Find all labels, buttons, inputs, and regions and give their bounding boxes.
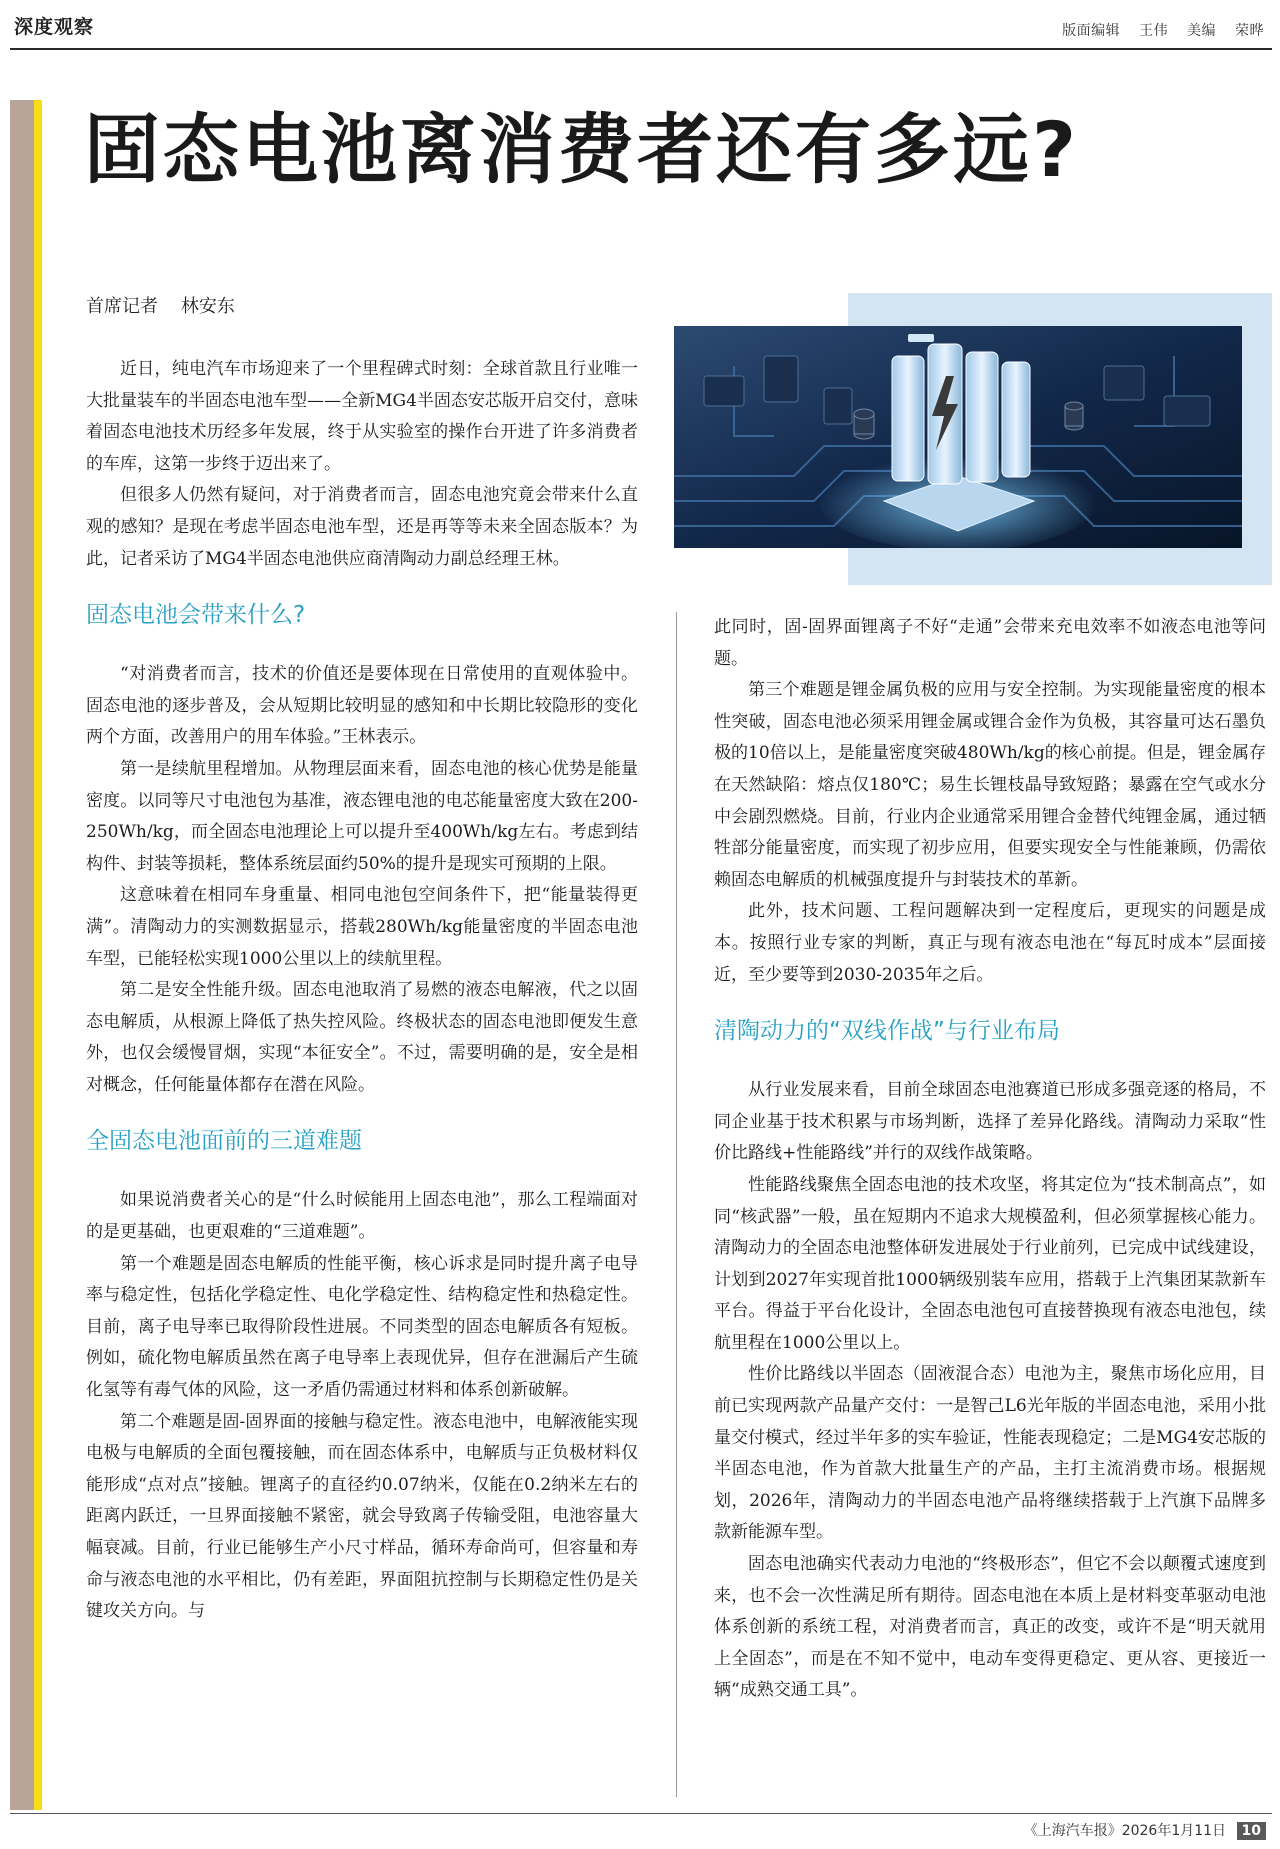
paragraph-continuation: 此同时，固-固界面锂离子不好“走通”会带来充电效率不如液态电池等问题。: [714, 617, 1266, 669]
paragraph: 性能路线聚焦全固态电池的技术攻坚，将其定位为“技术制高点”，如同“核武器”一般，虽在短期内不追求大规模盈利，但必须掌握核心能力。清陶动力的全固态电池整体研发进展处于行业前列，已完成中试线建设，计划到2027年实现首批1000辆级别装车应用，搭载于上汽集团某款新车平台。得益于平台化设计，全固态电池包可直接替换现有液态电池包，续航里程在1000公里以上。: [714, 1174, 1266, 1353]
paragraph: 第三个难题是锂金属负极的应用与安全控制。为实现能量密度的根本性突破，固态电池必须采用锂金属或锂合金作为负极，其容量可达石墨负极的10倍以上，是能量密度突破480Wh/kg的核心前提。但是，锂金属存在天然缺陷：熔点仅180℃；易生长锂枝晶导致短路；暴露在空气或水分中会剧烈燃烧。目前，行业内企业通常采用锂合金替代纯锂金属，通过牺牲部分能量密度，而实现了初步应用，但要实现安全与性能兼顾，仍需依赖固态电解质的机械强度提升与封装技术的革新。: [714, 680, 1266, 890]
article-headline: 固态电池离消费者还有多远?: [84, 105, 1080, 194]
battery-circuit-photo: [674, 326, 1242, 548]
article-column-left: [86, 354, 638, 1628]
battery-chip-illustration: [674, 326, 1242, 548]
publication-date: 《上海汽车报》2026年1月11日: [1023, 1823, 1227, 1839]
side-bar-yellow: [34, 100, 42, 1810]
section-heading: 清陶动力的“双线作战”与行业布局: [714, 1018, 1060, 1045]
bottom-rule: [10, 1813, 1272, 1814]
editor-credits: [1048, 20, 1264, 40]
paragraph: 第二个难题是固-固界面的接触与稳定性。液态电池中，电解液能实现电极与电解质的全面包覆接触，而在固态体系中，电解质与正负极材料仅能形成“点对点”接触。锂离子的直径约0.07纳米，仅能在0.2纳米左右的距离内跃迁，一旦界面接触不紧密，就会导致离子传输受阻，电池容量大幅衰减。目前，行业已能够生产小尺寸样品，循环寿命尚可，但容量和寿命与液态电池的水平相比，仍有差距，界面阻抗控制与长期稳定性仍是关键攻关方向。与: [86, 1411, 638, 1622]
paragraph: 性价比路线以半固态（固液混合态）电池为主，聚焦市场化应用，目前已实现两款产品量产交付：一是智己L6光年版的半固态电池，采用小批量交付模式，经过半年多的实车验证，性能表现稳定；二是MG4安芯版的半固态电池，作为首款大批量生产的产品，主打主流消费市场。根据规划，2026年，清陶动力的半固态电池产品将继续搭载于上汽旗下品牌多款新能源车型。: [714, 1364, 1266, 1543]
editor-name: 王伟: [1139, 23, 1169, 39]
paragraph: “对消费者而言，技术的价值还是要体现在日常使用的直观体验中。固态电池的逐步普及，会从短期比较明显的感知和中长期比较隐形的变化两个方面，改善用户的用车体验。”王林表示。: [86, 664, 638, 748]
page-footer: [1024, 1820, 1266, 1840]
paragraph: 第一是续航里程增加。从物理层面来看，固态电池的核心优势是能量密度。以同等尺寸电池包为基准，液态锂电池的电芯能量密度大致在200-250Wh/kg，而全固态电池理论上可以提升至400Wh/kg左右。考虑到结构件、封装等损耗，整体系统层面约50%的提升是现实可预期的上限。: [86, 758, 638, 874]
paragraph: 近日，纯电汽车市场迎来了一个里程碑式时刻：全球首款且行业唯一大批量装车的半固态电池车型——全新MG4半固态安芯版开启交付，意味着固态电池技术历经多年发展，终于从实验室的操作台开进了许多消费者的车库，这第一步终于迈出来了。: [86, 359, 638, 474]
paragraph: 但很多人仍然有疑问，对于消费者而言，固态电池究竟会带来什么直观的感知？是现在考虑半固态电池车型，还是再等等未来全固态版本？为此，记者采访了MG4半固态电池供应商清陶动力副总经理王林。: [86, 485, 638, 569]
paragraph: 从行业发展来看，目前全球固态电池赛道已形成多强竞逐的格局，不同企业基于技术积累与市场判断，选择了差异化路线。清陶动力采取“性价比路线+性能路线”并行的双线作战策略。: [714, 1080, 1266, 1164]
article-column-right: [714, 612, 1266, 1707]
designer-name: 荣晔: [1235, 23, 1264, 39]
section-heading: 固态电池会带来什么?: [86, 602, 306, 629]
byline: 首席记者 林安东: [86, 296, 235, 317]
paragraph: 此外，技术问题、工程问题解决到一定程度后，更现实的问题是成本。按照行业专家的判断，真正与现有液态电池在“每瓦时成本”层面接近，至少要等到2030-2035年之后。: [714, 901, 1266, 985]
column-divider: [676, 612, 677, 1797]
side-bar-brown: [10, 100, 34, 1810]
paragraph: 第二是安全性能升级。固态电池取消了易燃的液态电解液，代之以固态电解质，从根源上降低了热失控风险。终极状态的固态电池即便发生意外，也仅会缓慢冒烟，实现“本征安全”。不过，需要明确的是，安全是相对概念，任何能量体都存在潜在风险。: [86, 980, 638, 1095]
section-heading: 全固态电池面前的三道难题: [86, 1128, 362, 1155]
paragraph: 如果说消费者关心的是“什么时候能用上固态电池”，那么工程端面对的是更基础，也更艰难的“三道难题”。: [86, 1190, 638, 1243]
paragraph: 第一个难题是固态电解质的性能平衡，核心诉求是同时提升离子电导率与稳定性，包括化学稳定性、电化学稳定性、结构稳定性和热稳定性。目前，离子电导率已取得阶段性进展。不同类型的固态电解质各有短板。例如，硫化物电解质虽然在离子电导率上表现优异，但存在泄漏后产生硫化氢等有毒气体的风险，这一矛盾仍需通过材料和体系创新破解。: [86, 1253, 638, 1401]
section-name: 深度观察: [14, 16, 95, 38]
designer-label: 美编: [1187, 23, 1217, 39]
paragraph: 这意味着在相同车身重量、相同电池包空间条件下，把“能量装得更满”。清陶动力的实测数据显示，搭载280Wh/kg能量密度的半固态电池车型，已能轻松实现1000公里以上的续航里程。: [86, 885, 638, 969]
top-rule: [10, 48, 1272, 50]
editor-label: 版面编辑: [1062, 23, 1121, 39]
paragraph: 固态电池确实代表动力电池的“终极形态”，但它不会以颠覆式速度到来，也不会一次性满足所有期待。固态电池在本质上是材料变革驱动电池体系创新的系统工程，对消费者而言，真正的改变，或许不是“明天就用上全固态”，而是在不知不觉中，电动车变得更稳定、更从容、更接近一辆“成熟交通工具”。: [714, 1554, 1266, 1701]
page-number: 10: [1237, 1822, 1266, 1840]
